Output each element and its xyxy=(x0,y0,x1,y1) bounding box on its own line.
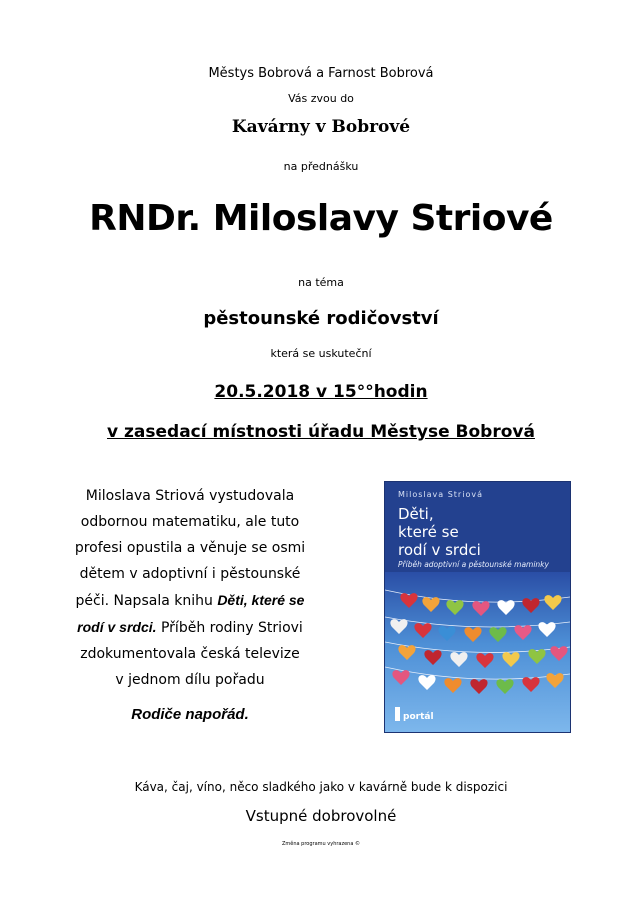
refreshments-note: Káva, čaj, víno, něco sladkého jako v kavárně bude k dispozici xyxy=(134,780,508,794)
book-title-line: které se xyxy=(398,523,459,541)
speaker-name: RNDr. Miloslavy Striové xyxy=(89,198,553,239)
book-title-text: Děti, které se xyxy=(217,592,305,608)
topic-label: na téma xyxy=(298,276,344,289)
bio-line: dětem v adoptivní i pěstounské xyxy=(79,566,301,582)
bio-line: v jednom dílu pořadu xyxy=(115,672,265,688)
venue-title: Kavárny v Bobrové xyxy=(231,117,411,137)
bio-text: Příběh rodiny Striovi xyxy=(156,620,303,636)
event-location: v zasedací místnosti úřadu Městyse Bobrová xyxy=(107,422,535,442)
book-cover-title xyxy=(398,505,481,559)
book-subtitle: Příběh adoptivní a pěstounské maminky xyxy=(398,560,549,569)
invite-line: Vás zvou do xyxy=(288,92,354,105)
topic-title: pěstounské rodičovství xyxy=(203,308,439,329)
book-title-line: Děti, xyxy=(398,505,434,523)
tv-show-name: Rodiče napořád. xyxy=(131,706,249,723)
book-title-text: rodí v srdci. xyxy=(77,619,157,635)
publisher-logo: portál xyxy=(403,712,434,722)
bio-line xyxy=(40,614,340,641)
speaker-bio xyxy=(40,483,340,693)
bio-line: zdokumentovala česká televize xyxy=(80,646,300,662)
book-cover-image xyxy=(385,482,570,732)
entry-fee-note: Vstupné dobrovolné xyxy=(245,807,397,825)
takes-place-label: která se uskuteční xyxy=(270,347,372,360)
bio-text: péči. Napsala knihu xyxy=(75,593,218,609)
bio-line: profesi opustila a věnuje se osmi xyxy=(74,540,306,556)
event-datetime: 20.5.2018 v 15°°hodin xyxy=(214,382,428,402)
bio-line: odbornou matematiku, ale tuto xyxy=(80,514,300,530)
organizer-line: Městys Bobrová a Farnost Bobrová xyxy=(208,66,434,81)
program-change-note: Změna programu vyhrazena © xyxy=(281,841,361,847)
lecture-label: na přednášku xyxy=(283,160,359,173)
book-author: Miloslava Striová xyxy=(398,490,483,499)
bio-line xyxy=(40,587,340,614)
bio-line: Miloslava Striová vystudovala xyxy=(85,488,295,504)
book-title-line: rodí v srdci xyxy=(398,541,481,559)
